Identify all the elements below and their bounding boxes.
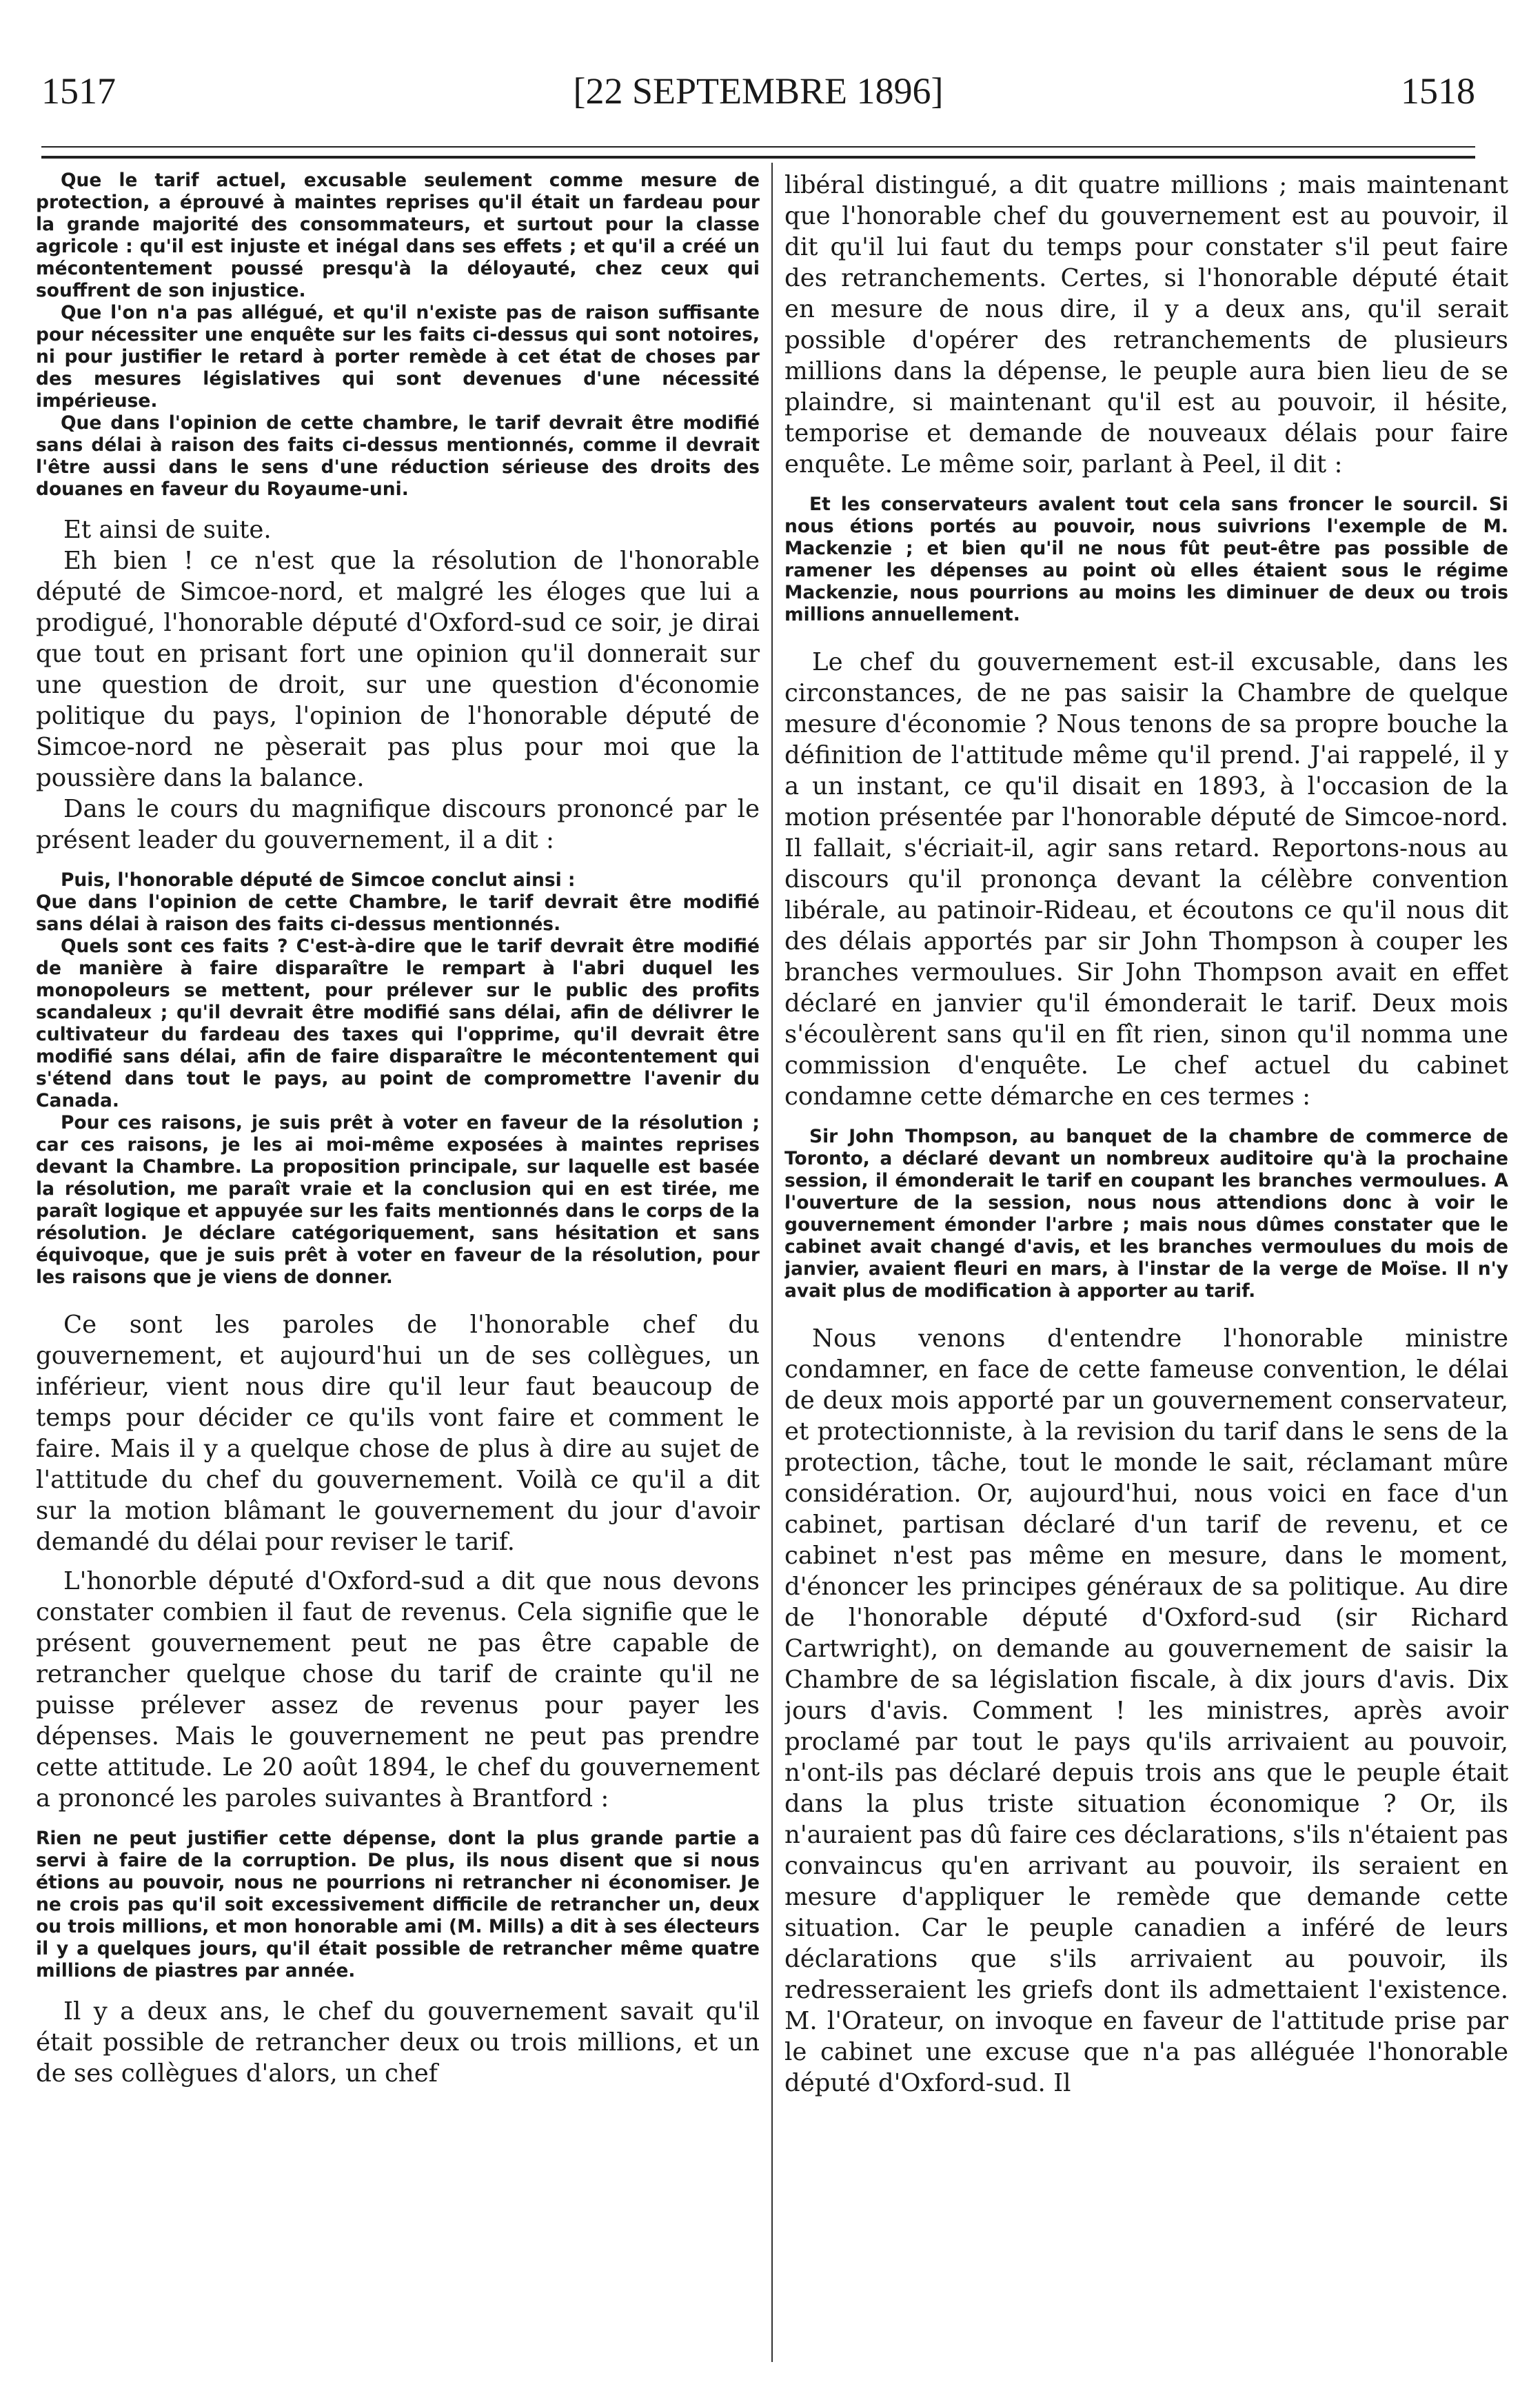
quote-paragraph: Que le tarif actuel, excusable seulement comme mesure de protection, a éprouvé à maintes reprises qu'il était un fardeau pour la grande majorité des consommateurs, et surtout pour la classe agricole : qu'il est injuste et inégal dans ses effets ; et qu'il a créé un mécontentement poussé presqu'à la déloyauté, chez ceux qui souffrent de son injustice. xyxy=(36,170,760,301)
quote-paragraph: Pour ces raisons, je suis prêt à voter en faveur de la résolution ; car ces raisons, je les ai moi-même exposées à maintes reprises devant la Chambre. La proposition principale, sur laquelle est basée la résolution, me paraît vraie et la conclusion qui en est tirée, me paraît logique et appuyée sur les faits mentionnés dans le corps de la résolution. Je déclare catégoriquement, sans hésitation et sans équivoque, que je suis prêt à voter en faveur de la résolution, pour les raisons que je viens de donner. xyxy=(36,1112,760,1288)
quote-paragraph: Quels sont ces faits ? C'est-à-dire que le tarif devrait être modifié de manière à faire disparaître le rempart à l'abri duquel les monopoleurs se mettent, pour prélever sur le public des profits scandaleux ; qu'il devrait être modifié sans délai, afin de délivrer le cultivateur du fardeau des taxes qui l'opprime, qu'il devrait être modifié sans délai, afin de faire disparaître le mécontentement qui s'étend dans tout le pays, au point de compromettre l'avenir du Canada. xyxy=(36,936,760,1111)
quote-paragraph: Que dans l'opinion de cette Chambre, le tarif devrait être modifié sans délai à raison des faits ci-dessus mentionnés. xyxy=(36,891,760,935)
text-paragraph: libéral distingué, a dit quatre millions ; mais maintenant que l'honorable chef du gouvernement est au pouvoir, il dit qu'il lui faut du temps pour constater s'il peut faire des retranchements. Certes, si l'honorable député était en mesure de nous dire, il y a deux ans, qu'il serait possible d'opérer des retranchements de plusieurs millions dans la dépense, le peuple aura bien lieu de se plaindre, si maintenant qu'il est au pouvoir, il hésite, temporise et demande de nouveaux délais pour faire enquête. Le même soir, parlant à Peel, il dit : xyxy=(784,171,1508,478)
column-separator xyxy=(771,163,773,2362)
left-column xyxy=(36,170,760,2369)
quote-paragraph: Sir John Thompson, au banquet de la chambre de commerce de Toronto, a déclaré devant un nombreux auditoire qu'à la prochaine session, il émonderait le tarif en coupant les branches vermoulues. A l'ouverture de la session, nous nous attendions donc à voir le gouvernement émonder l'arbre ; mais nous dûmes constater que le cabinet avait changé d'avis, et les branches vermoulues du mois de janvier, avaient fleuri en mars, à l'instar de la verge de Moïse. Il n'y avait plus de modification à apporter au tarif. xyxy=(784,1126,1508,1302)
right-column xyxy=(784,170,1508,2369)
text-paragraph: Ce sont les paroles de l'honorable chef du gouvernement, et aujourd'hui un de ses collègues, un inférieur, vient nous dire qu'il leur faut beaucoup de temps pour décider ce qu'ils vont faire et comment le faire. Mais il y a quelque chose de plus à dire au sujet de l'attitude du chef du gouvernement. Voilà ce qu'il a dit sur la motion blâmant le gouvernement du jour d'avoir demandé du délai pour reviser le tarif. xyxy=(36,1311,760,1556)
header-rule-thin xyxy=(41,146,1475,148)
header-date: [22 SEPTEMBRE 1896] xyxy=(573,70,944,112)
quote-paragraph: Puis, l'honorable député de Simcoe conclut ainsi : xyxy=(61,869,576,891)
text-paragraph: Nous venons d'entendre l'honorable ministre condamner, en face de cette fameuse convention, le délai de deux mois apporté par un gouvernement conservateur, et protectionniste, à la revision du tarif dans le sens de la protection, tâche, tout le monde le sait, réclamant mûre considération. Or, aujourd'hui, nous voici en face d'un cabinet, partisan déclaré d'un tarif de revenu, et ce cabinet n'est pas même en mesure, dans le moment, d'énoncer les principes généraux de sa politique. Au dire de l'honorable député d'Oxford-sud (sir Richard Cartwright), on demande au gouvernement de saisir la Chambre de sa législation fiscale, à dix jours d'avis. Dix jours d'avis. Comment ! les ministres, après avoir proclamé par tout le pays qu'ils arrivaient au pouvoir, n'ont-ils pas déclaré depuis trois ans que le peuple était dans la plus triste situation économique ? Or, ils n'auraient pas dû faire ces déclarations, s'ils n'étaient pas convaincus qu'en arrivant au pouvoir, ils seraient en mesure d'appliquer le remède que demande cette situation. Car le peuple canadien a inféré de leurs déclarations que s'ils arrivaient au pouvoir, ils redresseraient les griefs dont ils admettaient l'existence. M. l'Orateur, on invoque en faveur de l'attitude prise par le cabinet une excuse que n'a pas alléguée l'honorable député d'Oxford-sud. Il xyxy=(784,1324,1508,2097)
right-page-number: 1518 xyxy=(1401,70,1475,112)
quote-paragraph: Que l'on n'a pas allégué, et qu'il n'existe pas de raison suffisante pour nécessiter une enquête sur les faits ci-dessus qui sont notoires, ni pour justifier le retard à porter remède à cet état de choses par des mesures législatives qui sont devenues d'une nécessité impérieuse. xyxy=(36,302,760,412)
text-paragraph: Dans le cours du magnifique discours prononcé par le présent leader du gouvernement, il a dit : xyxy=(36,795,760,854)
quote-paragraph: Que dans l'opinion de cette chambre, le tarif devrait être modifié sans délai à raison des faits ci-dessus mentionnés, comme il devrait l'être aussi dans le sens d'une réduction sérieuse des droits des douanes en faveur du Royaume-uni. xyxy=(36,412,760,500)
header-rule-thick xyxy=(41,156,1475,159)
quote-paragraph: Rien ne peut justifier cette dépense, dont la plus grande partie a servi à faire de la corruption. De plus, ils nous disent que si nous étions au pouvoir, nous ne pourrions ni retrancher ni économiser. Je ne crois pas qu'il soit excessivement difficile de retrancher un, deux ou trois millions, et mon honorable ami (M. Mills) a dit à ses électeurs il y a quelques jours, qu'il était possible de retrancher même quatre millions de piastres par année. xyxy=(36,1828,760,1981)
text-paragraph: Et ainsi de suite. xyxy=(63,516,272,544)
page-header xyxy=(41,63,1475,119)
text-paragraph: Eh bien ! ce n'est que la résolution de l'honorable député de Simcoe-nord, et malgré les éloges que lui a prodigué, l'honorable député d'Oxford-sud ce soir, je dirai que tout en prisant fort une opinion qu'il donnerait sur une question de droit, sur une question d'économie politique du pays, l'opinion de l'honorable député de Simcoe-nord ne pèserait pas plus pour moi que la poussière dans la balance. xyxy=(36,547,760,792)
text-paragraph: Il y a deux ans, le chef du gouvernement savait qu'il était possible de retrancher deux ou trois millions, et un de ses collègues d'alors, un chef xyxy=(36,1997,760,2088)
left-page-number: 1517 xyxy=(41,70,116,112)
text-paragraph: L'honorble député d'Oxford-sud a dit que nous devons constater combien il faut de revenus. Cela signifie que le présent gouvernement peut ne pas être capable de retrancher quelque chose du tarif de crainte qu'il ne puisse prélever assez de revenus pour payer les dépenses. Mais le gouvernement ne peut pas prendre cette attitude. Le 20 août 1894, le chef du gouvernement a prononcé les paroles suivantes à Brantford : xyxy=(36,1567,760,1813)
quote-paragraph: Et les conservateurs avalent tout cela sans froncer le sourcil. Si nous étions portés au pouvoir, nous suivrions l'exemple de M. Mackenzie ; et bien qu'il ne nous fût peut-être pas possible de ramener les dépenses au point où elles étaient sous le régime Mackenzie, nous pourrions au moins les diminuer de deux ou trois millions annuellement. xyxy=(784,494,1508,625)
text-paragraph: Le chef du gouvernement est-il excusable, dans les circonstances, de ne pas saisir la Chambre de quelque mesure d'économie ? Nous tenons de sa propre bouche la définition de l'attitude même qu'il prend. J'ai rappelé, il y a un instant, ce qu'il disait en 1893, à l'occasion de la motion présentée par l'honorable député de Simcoe-nord. Il fallait, s'écriait-il, agir sans retard. Reportons-nous au discours qu'il prononça devant la célèbre convention libérale, au patinoir-Rideau, et écoutons ce qu'il nous dit des délais apportés par sir John Thompson à couper les branches vermoulues. Sir John Thompson avait en effet déclaré en janvier qu'il émonderait le tarif. Deux mois s'écoulèrent sans qu'il en fît rien, sinon qu'il nomma une commission d'enquête. Le chef actuel du cabinet condamne cette démarche en ces termes : xyxy=(784,648,1508,1111)
